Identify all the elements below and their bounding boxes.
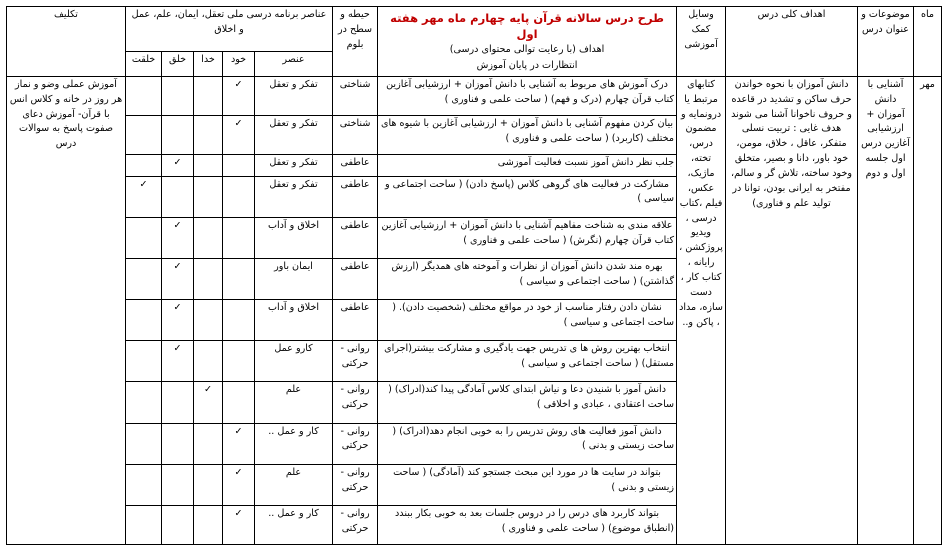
objective-cell: بتواند کاربرد های درس را در دروس جلسات بعد به خوبی بکار ببندد (انطباق موضوع) ( ساحت علمی و فناوری ) (378, 505, 677, 544)
god-check-cell (194, 300, 223, 341)
creation-check-cell (162, 464, 194, 505)
domain-cell: عاطفی (333, 217, 378, 258)
domain-cell: شناختی (333, 76, 378, 115)
general-goals-text: دانش آموزان با نحوه خواندن حرف ساکن و تشدید در قاعده و حروف ناخوانا آشنا می شوند (731, 78, 852, 120)
header-creature: خلقت (126, 52, 162, 77)
god-check-cell (194, 505, 223, 544)
topic-cell: آشنایی با دانش آموزان + ارزشیابی آغازین درس اول جلسه اول و دوم (858, 76, 914, 544)
header-topics: موضوعات و عنوان درس (858, 7, 914, 77)
domain-cell: روانی - حرکتی (333, 382, 378, 423)
header-elements-group: عناصر برنامه درسی ملی تعقل، ایمان، علم، عمل و اخلاق (126, 7, 333, 52)
god-check-cell (194, 115, 223, 154)
self-check-cell (223, 155, 255, 177)
creature-check-cell (126, 176, 162, 217)
header-god: خدا (194, 52, 223, 77)
objective-cell: نشان دادن رفتار مناسب از خود در مواقع مختلف (شخصیت دادن). ( ساحت اجتماعی و سیاسی ) (378, 300, 677, 341)
creation-check-cell (162, 115, 194, 154)
plan-title: طرح درس سالانه قرآن پایه چهارم ماه مهر هفته اول (390, 11, 664, 42)
objective-cell: درک آموزش های مربوط به آشنایی با دانش آموزان + ارزشیابی آغازین کتاب قرآن چهارم (درک و فهم) ( ساحت علمی و فناوری ) (378, 76, 677, 115)
self-check-cell (223, 76, 255, 115)
self-check-cell (223, 258, 255, 299)
element-cell: تفکر و تعقل (255, 176, 333, 217)
check-mark-icon: ✓ (234, 117, 243, 129)
header-element: عنصر (255, 52, 333, 77)
creation-check-cell (162, 341, 194, 382)
self-check-cell (223, 464, 255, 505)
creature-check-cell (126, 382, 162, 423)
check-mark-icon: ✓ (173, 157, 182, 169)
self-check-cell (223, 505, 255, 544)
element-cell: علم (255, 464, 333, 505)
header-assignment: تکلیف (7, 7, 126, 77)
header-self: خود (223, 52, 255, 77)
month-cell: مهر (914, 76, 942, 544)
element-cell: تفکر و تعقل (255, 76, 333, 115)
check-mark-icon: ✓ (173, 260, 182, 272)
check-mark-icon: ✓ (204, 384, 213, 396)
objective-cell: علاقه مندی به شناخت مفاهیم آشنایی با دانش آموزان + ارزشیابی آغازین کتاب قرآن چهارم (نگرش) ( ساحت علمی و فناوری ) (378, 217, 677, 258)
creation-check-cell (162, 423, 194, 464)
creation-check-cell (162, 155, 194, 177)
element-cell: کار و عمل .. (255, 505, 333, 544)
objective-cell: انتخاب بهترین روش ها ی تدریس جهت یادگیری و مشارکت بیشتر(اجرای مستقل) ( ساحت اجتماعی و سیاسی ) (378, 341, 677, 382)
check-mark-icon: ✓ (173, 343, 182, 355)
check-mark-icon: ✓ (234, 425, 243, 437)
final-goal-text: هدف غایی : تربیت نسلی متفکر، عاقل ، خلاق، مومن، خود باور، دانا و بصیر، متخلق وخود ساخته، تلاش گر و سالم، مفتخر به ایرانی بودن، توانا در تولید علم و فناوری) (731, 123, 853, 209)
creature-check-cell (126, 423, 162, 464)
check-mark-icon: ✓ (234, 78, 243, 90)
element-cell: کار و عمل .. (255, 423, 333, 464)
self-check-cell (223, 300, 255, 341)
objective-cell: جلب نظر دانش آموز نسبت فعالیت آموزشی (378, 155, 677, 177)
god-check-cell (194, 217, 223, 258)
domain-cell: عاطفی (333, 155, 378, 177)
check-mark-icon: ✓ (234, 507, 243, 519)
creation-check-cell (162, 382, 194, 423)
header-creation: خلق (162, 52, 194, 77)
objective-cell: بتواند در سایت ها در مورد این مبحث جستجو کند (آمادگی) ( ساحت زیستی و بدنی ) (378, 464, 677, 505)
check-mark-icon: ✓ (139, 178, 148, 190)
objective-cell: دانش آموز فعالیت های روش تدریس را به خوبی انجام دهد(ادراک) ( ساحت زیستی و بدنی ) (378, 423, 677, 464)
table-row (7, 76, 942, 115)
assignment-cell: آموزش عملی وضو و نماز هر روز در خانه و کلاس انس با قرآن- آموزش دعای صفوت پاسخ به سوالات درس (7, 76, 126, 544)
objective-cell: بیان کردن مفهوم آشنایی با دانش آموزان + ارزشیابی آغازین با شیوه های مختلف (کاربرد) ( ساحت علمی و فناوری ) (378, 115, 677, 154)
creation-check-cell (162, 505, 194, 544)
creation-check-cell (162, 300, 194, 341)
check-mark-icon: ✓ (173, 302, 182, 314)
header-domain: حیطه و سطح در بلوم (333, 7, 378, 77)
god-check-cell (194, 382, 223, 423)
creation-check-cell (162, 76, 194, 115)
self-check-cell (223, 115, 255, 154)
creature-check-cell (126, 115, 162, 154)
self-check-cell (223, 217, 255, 258)
creation-check-cell (162, 258, 194, 299)
domain-cell: عاطفی (333, 300, 378, 341)
god-check-cell (194, 464, 223, 505)
creature-check-cell (126, 217, 162, 258)
element-cell: علم (255, 382, 333, 423)
lesson-plan-table (6, 6, 942, 545)
god-check-cell (194, 76, 223, 115)
creature-check-cell (126, 300, 162, 341)
element-cell: ایمان باور (255, 258, 333, 299)
creature-check-cell (126, 341, 162, 382)
creation-check-cell (162, 217, 194, 258)
element-cell: اخلاق و آداب (255, 300, 333, 341)
objective-cell: بهره مند شدن دانش آموزان از نظرات و آموخته های همدیگر (ارزش گذاشتن) ( ساحت اجتماعی و سیاسی ) (378, 258, 677, 299)
general-goals-cell (726, 76, 858, 544)
objectives-label: اهداف (با رعایت توالی محتوای درسی) (449, 44, 605, 56)
domain-cell: روانی - حرکتی (333, 341, 378, 382)
check-mark-icon: ✓ (173, 219, 182, 231)
tools-cell: کتابهای مرتبط یا درونمایه و مضمون درس، تخته، ماژیک، عکس، فیلم ،کتاب درسی ، ویدیو پروژکشن ، رایانه ، کتاب کار ، دست سازه، مداد ، پاکن و.. (677, 76, 726, 544)
creature-check-cell (126, 155, 162, 177)
element-cell: تفکر و تعقل (255, 115, 333, 154)
self-check-cell (223, 423, 255, 464)
god-check-cell (194, 258, 223, 299)
header-month: ماه (914, 7, 942, 77)
creature-check-cell (126, 505, 162, 544)
header-objectives (378, 7, 677, 77)
element-cell: کارو عمل (255, 341, 333, 382)
domain-cell: روانی - حرکتی (333, 423, 378, 464)
expectations-label: انتظارات در پایان آموزش (476, 59, 578, 71)
creation-check-cell (162, 176, 194, 217)
domain-cell: شناختی (333, 115, 378, 154)
objective-cell: دانش آموز با شنیدن دعا و نیاش ابتدای کلاس آمادگی پیدا کند(ادراک) ( ساحت اعتقادی ، عبادی و اخلاقی ) (378, 382, 677, 423)
god-check-cell (194, 341, 223, 382)
god-check-cell (194, 176, 223, 217)
header-general-goals: اهداف کلی درس (726, 7, 858, 77)
element-cell: تفکر و تعقل (255, 155, 333, 177)
objective-cell: مشارکت در فعالیت های گروهی کلاس (پاسخ دادن) ( ساحت اجتماعی و سیاسی ) (378, 176, 677, 217)
self-check-cell (223, 176, 255, 217)
god-check-cell (194, 423, 223, 464)
creature-check-cell (126, 258, 162, 299)
element-cell: اخلاق و آداب (255, 217, 333, 258)
self-check-cell (223, 341, 255, 382)
creature-check-cell (126, 76, 162, 115)
check-mark-icon: ✓ (234, 466, 243, 478)
god-check-cell (194, 155, 223, 177)
header-tools: وسایل کمک آموزشی (677, 7, 726, 77)
domain-cell: عاطفی (333, 176, 378, 217)
domain-cell: روانی - حرکتی (333, 505, 378, 544)
domain-cell: روانی - حرکتی (333, 464, 378, 505)
domain-cell: عاطفی (333, 258, 378, 299)
creature-check-cell (126, 464, 162, 505)
self-check-cell (223, 382, 255, 423)
